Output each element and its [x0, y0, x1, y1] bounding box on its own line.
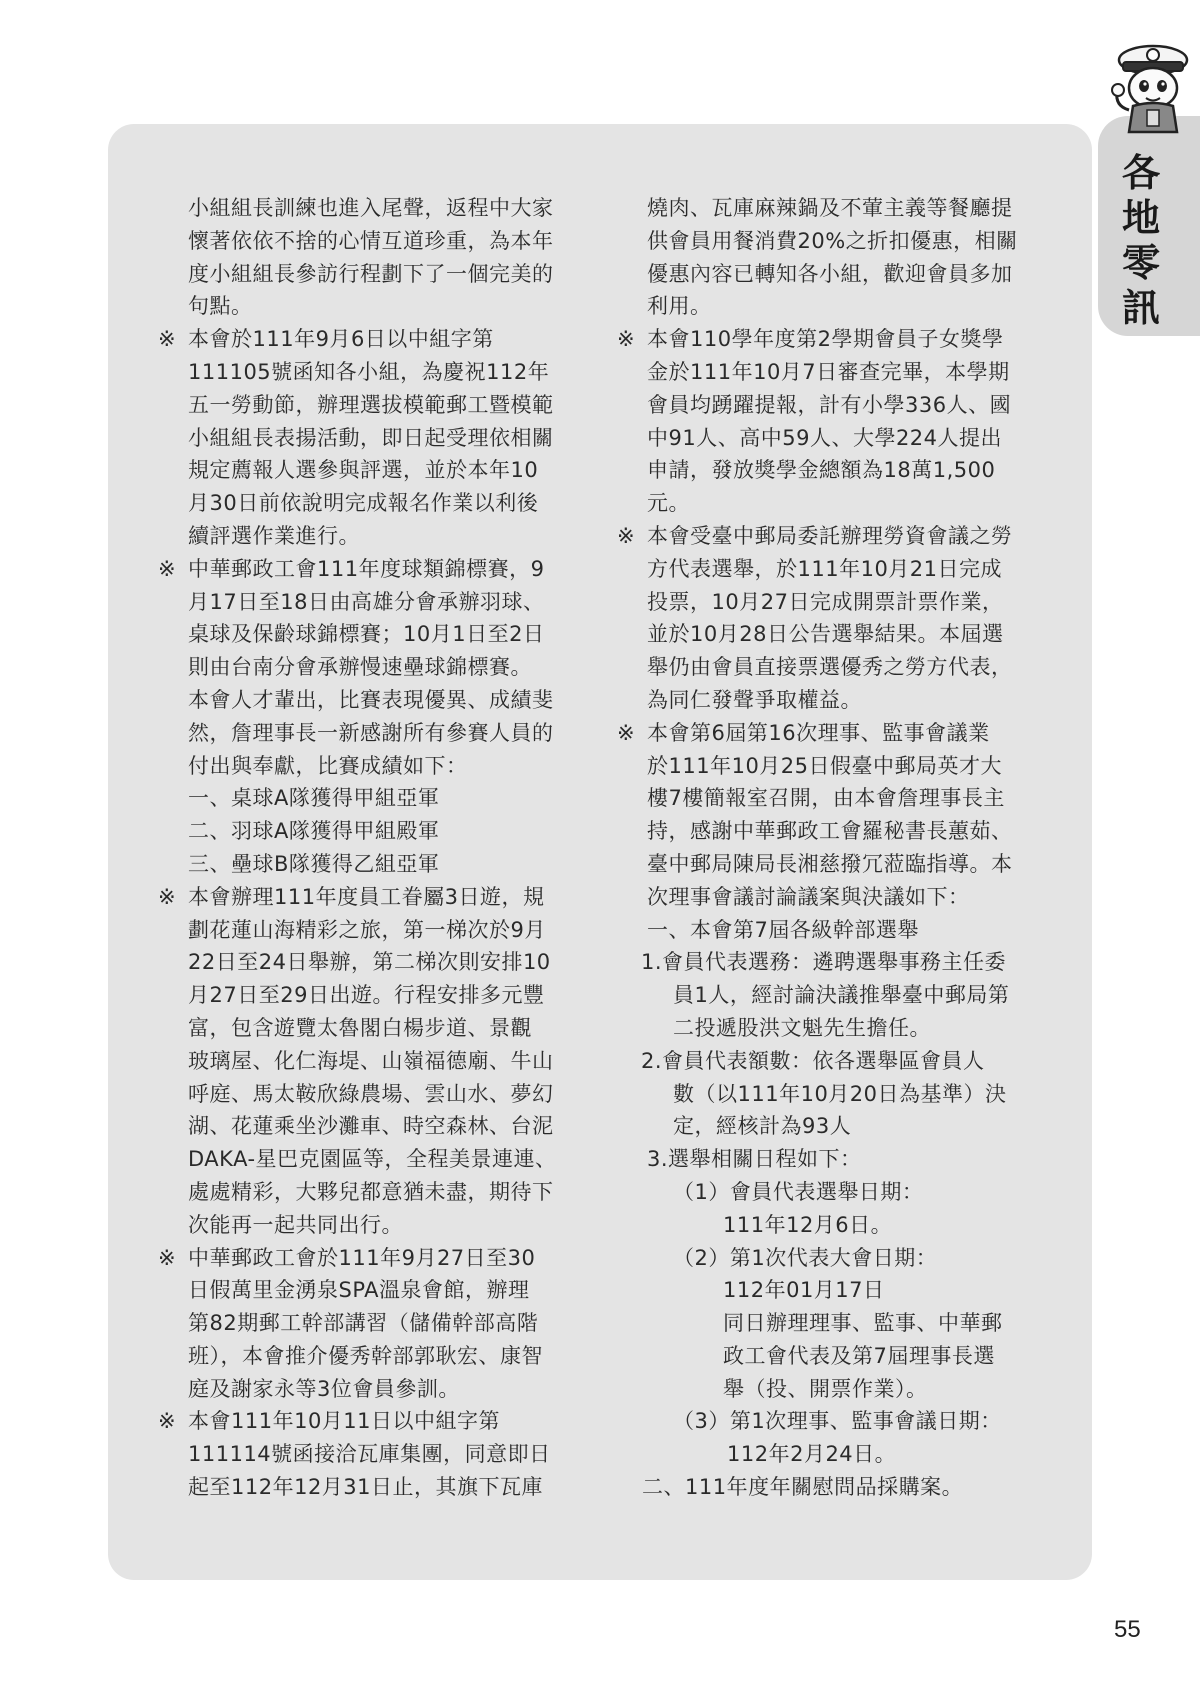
line-text: 金於111年10月7日審查完畢，本學期 — [647, 359, 1010, 384]
text-line — [617, 192, 1037, 225]
text-line — [158, 1209, 578, 1242]
text-line — [617, 1209, 1037, 1242]
line-text: 五一勞動節，辦理選拔模範郵工暨模範 — [188, 392, 554, 417]
text-line — [158, 258, 578, 291]
line-text: 中91人、高中59人、大學224人提出 — [647, 425, 1003, 450]
line-text: 月17日至18日由高雄分會承辦羽球、 — [188, 589, 545, 614]
bullet-mark: ※ — [158, 884, 177, 909]
line-text: 112年01月17日 — [723, 1278, 885, 1303]
line-text: 會員均踴躍提報，計有小學336人、國 — [647, 392, 1012, 417]
page-number: 55 — [1114, 1616, 1141, 1643]
line-text: 元。 — [647, 491, 690, 516]
text-line — [617, 914, 1037, 947]
text-line — [617, 684, 1037, 717]
line-text: 同日辦理理事、監事、中華郵 — [723, 1311, 1003, 1336]
line-text: 持，感謝中華郵政工會羅秘書長蕙茹、 — [647, 819, 1013, 844]
line-text: 本會辦理111年度員工眷屬3日遊，規 — [188, 884, 545, 909]
text-line — [158, 192, 578, 225]
text-line — [617, 1176, 1037, 1209]
line-text: 優惠內容已轉知各小組，歡迎會員多加 — [647, 261, 1013, 286]
text-line — [617, 323, 1037, 356]
text-line — [158, 717, 578, 750]
text-line — [617, 815, 1037, 848]
line-text: 小組組長訓練也進入尾聲，返程中大家 — [188, 196, 554, 220]
line-text: 句點。 — [188, 294, 253, 319]
text-line — [617, 782, 1037, 815]
text-line — [617, 979, 1037, 1012]
bullet-mark: ※ — [158, 1409, 177, 1434]
line-text: （2）第1次代表大會日期： — [673, 1245, 938, 1270]
line-text: 玻璃屋、化仁海堤、山嶺福德廟、牛山 — [188, 1048, 554, 1073]
line-text: 樓7樓簡報室召開，由本會詹理事長主 — [647, 786, 1005, 811]
line-text: 規定薦報人選參與評選，並於本年10 — [188, 458, 539, 483]
text-line — [617, 1340, 1037, 1373]
left-column — [158, 192, 578, 1504]
text-line — [158, 1078, 578, 1111]
line-text: 起至112年12月31日止，其旗下瓦庫 — [188, 1475, 544, 1500]
text-line — [158, 520, 578, 553]
text-line — [617, 651, 1037, 684]
line-text: 方代表選舉，於111年10月21日完成 — [647, 556, 1003, 581]
text-line — [617, 487, 1037, 520]
text-line — [617, 881, 1037, 914]
bullet-mark: ※ — [617, 720, 636, 745]
text-line — [617, 1078, 1037, 1111]
text-line — [158, 553, 578, 586]
bullet-mark: ※ — [158, 1245, 177, 1270]
text-line — [158, 914, 578, 947]
line-text: 處處精彩，大夥兒都意猶未盡，期待下 — [188, 1179, 554, 1204]
text-line — [617, 520, 1037, 553]
line-text: 本會受臺中郵局委託辦理勞資會議之勞 — [647, 523, 1013, 548]
text-line — [158, 1274, 578, 1307]
line-text: 庭及謝家永等3位會員參訓。 — [188, 1376, 460, 1401]
text-line — [158, 815, 578, 848]
line-text: 湖、花蓮乘坐沙灘車、時空森林、台泥 — [188, 1114, 554, 1139]
text-line — [158, 684, 578, 717]
text-line — [617, 946, 1037, 979]
line-text: 第82期郵工幹部講習（儲備幹部高階 — [188, 1311, 539, 1336]
line-text: 員1人，經討論決議推舉臺中郵局第 — [673, 983, 1010, 1008]
text-line — [158, 356, 578, 389]
text-line — [617, 422, 1037, 455]
text-line — [158, 848, 578, 881]
bullet-mark: ※ — [158, 556, 177, 581]
line-text: 付出與奉獻，比賽成績如下： — [188, 753, 468, 778]
line-text: 富，包含遊覽太魯閣白楊步道、景觀 — [188, 1015, 532, 1040]
text-line — [617, 1438, 1037, 1471]
text-line — [617, 1373, 1037, 1406]
text-line — [617, 553, 1037, 586]
line-text: 舉仍由會員直接票選優秀之勞方代表， — [647, 655, 1013, 680]
line-text: 本會於111年9月6日以中組字第 — [188, 327, 494, 352]
bullet-mark: ※ — [617, 523, 636, 548]
text-line — [158, 389, 578, 422]
text-line — [617, 1012, 1037, 1045]
bullet-mark: ※ — [158, 327, 177, 352]
text-line — [158, 586, 578, 619]
text-line — [617, 618, 1037, 651]
line-text: 定，經核計為93人 — [673, 1114, 852, 1139]
line-text: 本會第6屆第16次理事、監事會議業 — [647, 720, 990, 745]
text-line — [158, 487, 578, 520]
text-line — [158, 651, 578, 684]
text-line — [158, 881, 578, 914]
line-text: 燒肉、瓦庫麻辣鍋及不葷主義等餐廳提 — [647, 196, 1013, 220]
line-text: 於111年10月25日假臺中郵局英才大 — [647, 753, 1003, 778]
line-text: 2.會員代表額數：依各選舉區會員人 — [641, 1048, 985, 1073]
mascot-icon — [1103, 40, 1198, 140]
text-line — [158, 1438, 578, 1471]
text-line — [158, 1110, 578, 1143]
text-line — [617, 586, 1037, 619]
line-text: 中華郵政工會於111年9月27日至30 — [188, 1245, 536, 1270]
line-text: 並於10月28日公告選舉結果。本屆選 — [647, 622, 1004, 647]
line-text: 投票，10月27日完成開票計票作業， — [647, 589, 1004, 614]
line-text: 呼庭、馬太鞍欣綠農場、雲山水、夢幻 — [188, 1081, 554, 1106]
line-text: 112年2月24日。 — [727, 1442, 897, 1467]
line-text: 供會員用餐消費20%之折扣優惠，相關 — [647, 228, 1018, 253]
line-text: （1）會員代表選舉日期： — [673, 1179, 924, 1204]
text-line — [158, 1373, 578, 1406]
text-line — [158, 1012, 578, 1045]
line-text: 本會人才輩出，比賽表現優異、成績斐 — [188, 687, 554, 712]
text-line — [617, 848, 1037, 881]
text-line — [158, 1471, 578, 1504]
text-line — [158, 454, 578, 487]
line-text: 一、本會第7屆各級幹部選舉 — [647, 917, 919, 942]
line-text: 桌球及保齡球錦標賽；10月1日至2日 — [188, 622, 545, 647]
text-line — [617, 1045, 1037, 1078]
text-line — [617, 1274, 1037, 1307]
line-text: 班），本會推介優秀幹部郭耿宏、康智 — [188, 1343, 543, 1368]
line-text: 續評選作業進行。 — [188, 523, 360, 548]
text-line — [158, 750, 578, 783]
text-line — [158, 618, 578, 651]
text-line — [617, 1471, 1037, 1504]
line-text: 本會110學年度第2學期會員子女獎學 — [647, 327, 1004, 352]
line-text: 22日至24日舉辦，第二梯次則安排10 — [188, 950, 551, 975]
line-text: 本會111年10月11日以中組字第 — [188, 1409, 501, 1434]
text-line — [158, 1307, 578, 1340]
text-line — [158, 290, 578, 323]
text-line — [617, 717, 1037, 750]
text-line — [158, 323, 578, 356]
text-line — [158, 1340, 578, 1373]
text-line — [158, 1143, 578, 1176]
text-line — [617, 225, 1037, 258]
text-line — [617, 1242, 1037, 1275]
text-line — [158, 225, 578, 258]
line-text: 利用。 — [647, 294, 712, 319]
line-text: 懷著依依不捨的心情互道珍重，為本年 — [188, 228, 554, 253]
text-line — [617, 750, 1037, 783]
line-text: 111年12月6日。 — [723, 1212, 893, 1237]
line-text: 數（以111年10月20日為基準）決 — [673, 1081, 1007, 1106]
line-text: 月27日至29日出遊。行程安排多元豐 — [188, 983, 545, 1008]
line-text: 二、111年度年關慰問品採購案。 — [642, 1475, 964, 1500]
text-line — [617, 454, 1037, 487]
line-text: 次理事會議討論議案與決議如下： — [647, 884, 970, 909]
text-line — [617, 258, 1037, 291]
line-text: 111114號函接洽瓦庫集團，同意即日 — [188, 1442, 551, 1467]
line-text: 月30日前依說明完成報名作業以利後 — [188, 491, 539, 516]
line-text: 政工會代表及第7屆理事長選 — [723, 1343, 995, 1368]
line-text: DAKA-星巴克園區等，全程美景連連、 — [188, 1147, 557, 1172]
text-line — [158, 1176, 578, 1209]
text-line — [158, 946, 578, 979]
line-text: 則由台南分會承辦慢速壘球錦標賽。 — [188, 655, 532, 680]
text-line — [158, 782, 578, 815]
line-text: 中華郵政工會111年度球類錦標賽，9 — [188, 556, 545, 581]
line-text: 日假萬里金湧泉SPA溫泉會館，辦理 — [188, 1278, 530, 1303]
right-column — [617, 192, 1037, 1504]
text-line — [617, 1405, 1037, 1438]
line-text: 二投遞股洪文魁先生擔任。 — [673, 1015, 931, 1040]
line-text: 申請，發放獎學金總額為18萬1,500 — [647, 458, 996, 483]
line-text: 小組組長表揚活動，即日起受理依相關 — [188, 425, 554, 450]
section-title: 各地零訊 — [1121, 150, 1160, 330]
text-line — [617, 1307, 1037, 1340]
text-line — [617, 290, 1037, 323]
line-text: 為同仁發聲爭取權益。 — [647, 687, 862, 712]
text-line — [158, 422, 578, 455]
line-text: 次能再一起共同出行。 — [188, 1212, 403, 1237]
line-text: 111105號函知各小組，為慶祝112年 — [188, 359, 550, 384]
text-line — [617, 1143, 1037, 1176]
line-text: 度小組組長參訪行程劃下了一個完美的 — [188, 261, 554, 286]
text-line — [617, 1110, 1037, 1143]
text-line — [158, 1405, 578, 1438]
line-text: 臺中郵局陳局長湘慈撥冗蒞臨指導。本 — [647, 851, 1013, 876]
text-line — [617, 356, 1037, 389]
line-text: 三、壘球B隊獲得乙組亞軍 — [188, 851, 440, 876]
line-text: 然，詹理事長一新感謝所有參賽人員的 — [188, 720, 554, 745]
text-line — [158, 1045, 578, 1078]
bullet-mark: ※ — [617, 327, 636, 352]
text-line — [158, 1242, 578, 1275]
line-text: 舉（投、開票作業）。 — [723, 1376, 928, 1401]
text-line — [158, 979, 578, 1012]
line-text: （3）第1次理事、監事會議日期： — [673, 1409, 1002, 1434]
text-line — [617, 389, 1037, 422]
line-text: 劃花蓮山海精彩之旅，第一梯次於9月 — [188, 917, 546, 942]
line-text: 3.選舉相關日程如下： — [647, 1147, 862, 1172]
line-text: 一、桌球A隊獲得甲組亞軍 — [188, 786, 440, 811]
line-text: 二、羽球A隊獲得甲組殿軍 — [188, 819, 440, 844]
line-text: 1.會員代表選務：遴聘選舉事務主任委 — [641, 950, 1007, 975]
